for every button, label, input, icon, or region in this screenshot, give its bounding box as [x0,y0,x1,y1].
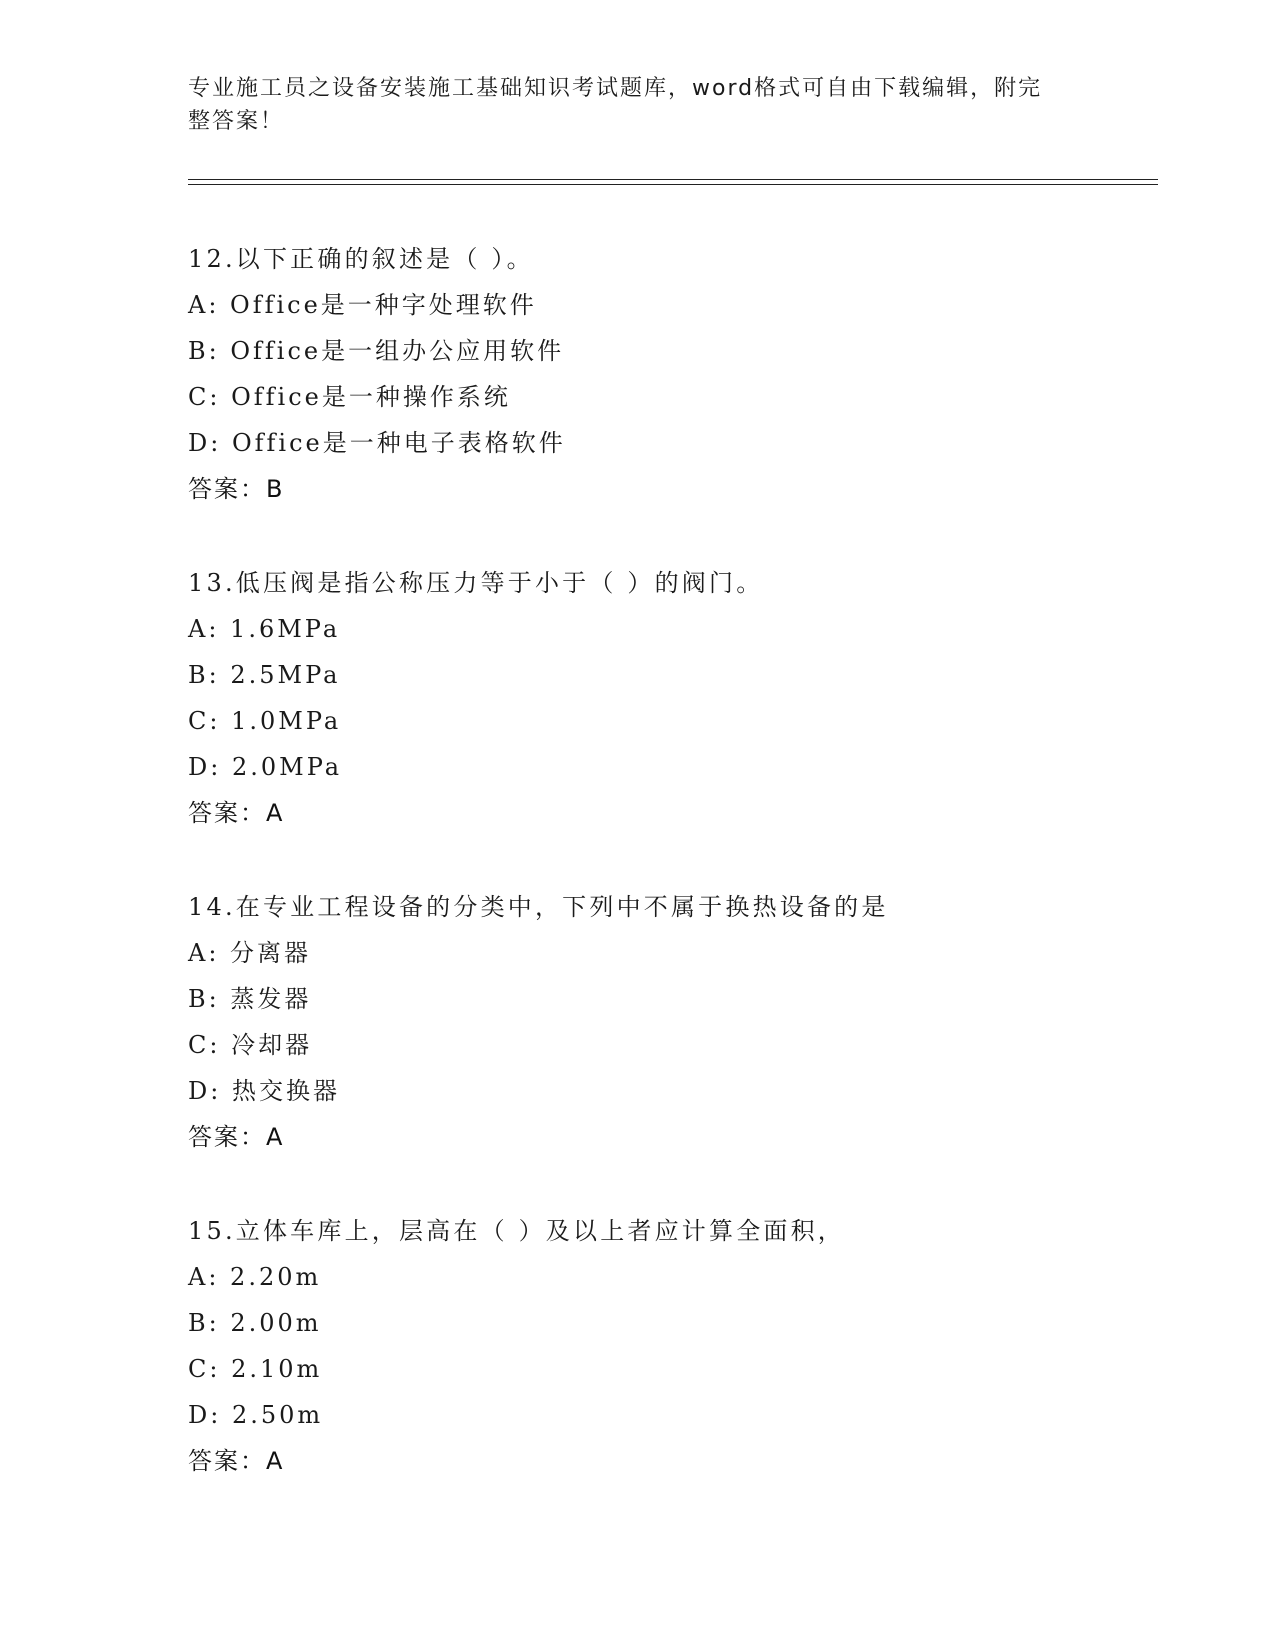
option-b: B: 2.00m [188,1309,322,1337]
answer-text: 答案：B [188,475,285,503]
answer-text: 答案：A [188,1123,285,1151]
option-b: B: 蒸发器 [188,985,312,1013]
question-15 [188,1208,1148,1484]
question-stem: 13.低压阀是指公称压力等于小于（ ）的阀门。 [188,569,764,597]
question-list [188,236,1148,1532]
option-b: B: Office是一组办公应用软件 [188,337,565,365]
answer-text: 答案：A [188,799,285,827]
option-c: C: 2.10m [188,1355,323,1383]
question-13 [188,560,1148,836]
option-d: D: 2.0MPa [188,753,343,781]
option-d: D: Office是一种电子表格软件 [188,429,566,457]
header-line-1: 专业施工员之设备安装施工基础知识考试题库，word格式可自由下载编辑，附完 [188,76,1043,101]
option-a: A: 分离器 [188,939,312,967]
option-a: A: 2.20m [188,1263,322,1291]
question-14 [188,884,1148,1160]
question-12 [188,236,1148,512]
header-divider-bottom [188,184,1158,185]
question-stem: 12.以下正确的叙述是（ ）。 [188,245,534,273]
option-d: D: 2.50m [188,1401,324,1429]
header-line-2: 整答案！ [188,109,285,134]
document-header [188,72,1068,138]
option-c: C: 冷却器 [188,1031,313,1059]
option-c: C: 1.0MPa [188,707,342,735]
option-b: B: 2.5MPa [188,661,341,689]
option-c: C: Office是一种操作系统 [188,383,511,411]
answer-text: 答案：A [188,1447,285,1475]
option-d: D: 热交换器 [188,1077,340,1105]
header-divider-top [188,179,1158,180]
question-stem: 14.在专业工程设备的分类中，下列中不属于换热设备的是 [188,893,889,921]
option-a: A: Office是一种字处理软件 [188,291,537,319]
option-a: A: 1.6MPa [188,615,341,643]
question-stem: 15.立体车库上，层高在（ ）及以上者应计算全面积， [188,1217,845,1245]
